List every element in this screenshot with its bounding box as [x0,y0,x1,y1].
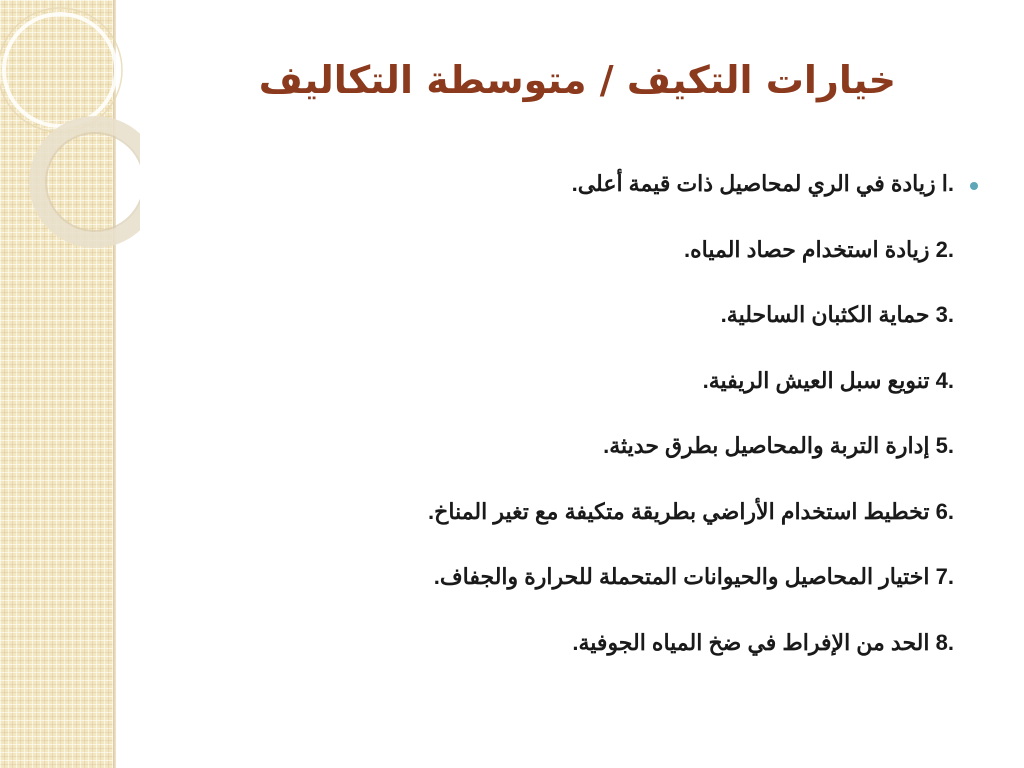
item-number: .3 [935,302,954,327]
item-number: .2 [935,236,954,262]
list-item [154,619,954,685]
item-text: زيادة في الري لمحاصيل ذات قيمة أعلى. [571,171,936,196]
list-item [154,226,954,292]
item-number: .6 [935,498,954,524]
item-number: .ا [941,171,954,196]
item-text: زيادة استخدام حصاد المياه. [684,236,930,262]
item-number: .4 [935,367,954,393]
list-item [154,553,954,619]
slide-title: خيارات التكيف / متوسطة التكاليف [258,58,896,102]
bullet-dot-icon [970,182,978,190]
item-number: .7 [935,564,954,589]
item-number: .5 [935,433,954,458]
list-item [154,357,954,423]
side-band-edge [113,0,116,768]
decorative-side-band [0,0,113,768]
item-text: اختيار المحاصيل والحيوانات المتحملة للحرارة والجفاف. [433,564,930,589]
content-list [154,160,954,684]
item-text: الحد من الإفراط في ضخ المياه الجوفية. [572,629,930,655]
item-text: حماية الكثبان الساحلية. [720,302,930,327]
item-number: .8 [935,629,954,655]
list-item [154,422,954,488]
list-item [154,160,954,226]
list-item [154,291,954,357]
list-item [154,488,954,554]
item-text: إدارة التربة والمحاصيل بطرق حديثة. [603,433,930,458]
item-text: تنويع سبل العيش الريفية. [702,367,930,393]
item-text: تخطيط استخدام الأراضي بطريقة متكيفة مع تغير المناخ. [428,498,930,524]
